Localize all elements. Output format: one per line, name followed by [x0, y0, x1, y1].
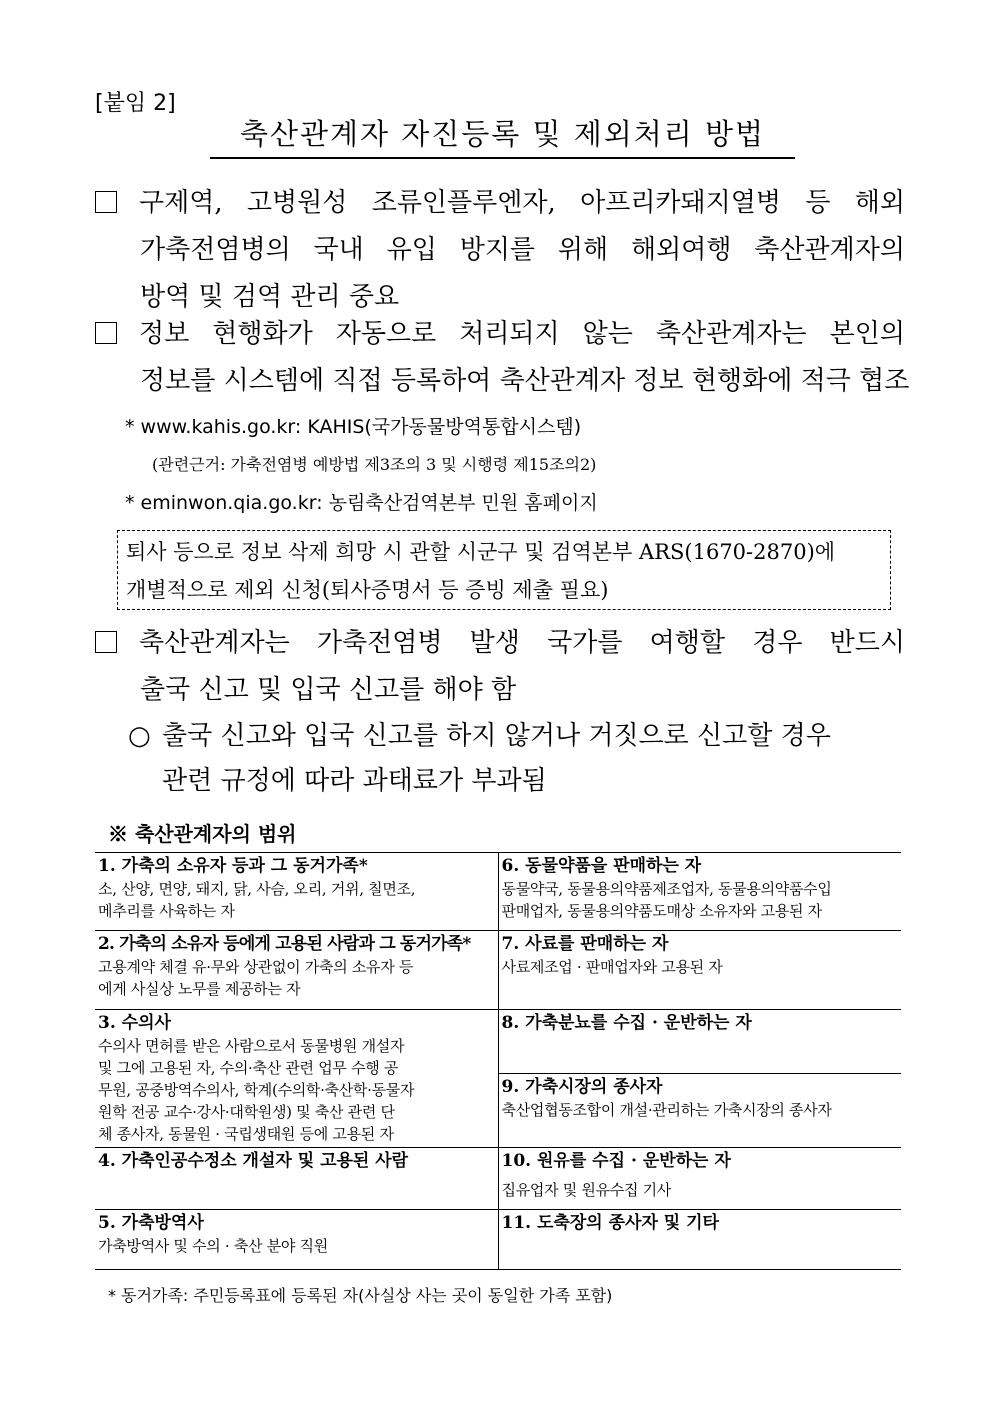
- page-title: 축산관계자 자진등록 및 제외처리 방법: [210, 112, 795, 159]
- footnote: * 동거가족: 주민등록표에 등록된 자(사실상 사는 곳이 동일한 가족 포함): [108, 1286, 613, 1305]
- section-3: [95, 620, 905, 714]
- scope-cell-7: [498, 931, 901, 1010]
- scope-cell-3-line: 원학 전공 교수·강사·대학원생) 및 축산 관련 단: [98, 1103, 395, 1121]
- section-2: [95, 311, 910, 405]
- scope-cell-2-line: 고용계약 체결 유·무와 상관없이 가축의 소유자 등: [98, 958, 414, 976]
- section-3-sub: [128, 714, 898, 804]
- scope-cell-1-line: 메추리를 사육하는 자: [98, 902, 235, 920]
- legal-basis-note: (관련근거: 가축전염병 예방법 제3조의 3 및 시행령 제15조의2): [152, 455, 597, 474]
- section-1-line-2: 가축전염병의 국내 유입 방지를 위해 해외여행 축산관계자의: [140, 235, 905, 265]
- section-3-line-2: 출국 신고 및 입국 신고를 해야 함: [140, 675, 517, 705]
- scope-cell-7-line: 사료제조업 · 판매업자와 고용된 자: [501, 958, 723, 976]
- scope-cell-11: [498, 1210, 901, 1270]
- removal-request-line-2: 개별적으로 제외 신청(퇴사증명서 등 증빙 제출 필요): [126, 578, 609, 602]
- scope-cell-4: [95, 1148, 498, 1210]
- scope-cell-8: [498, 1010, 901, 1074]
- scope-cell-7-title: 7. 사료를 판매하는 자: [501, 934, 669, 954]
- scope-cell-5-title: 5. 가축방역사: [98, 1213, 204, 1233]
- scope-heading: ※ 축산관계자의 범위: [108, 822, 297, 846]
- scope-cell-11-title: 11. 도축장의 종사자 및 기타: [501, 1213, 719, 1233]
- scope-cell-6-line: 판매업자, 동물용의약품도매상 소유자와 고용된 자: [501, 902, 822, 920]
- kahis-note: * www.kahis.go.kr: KAHIS(국가동물방역통합시스템): [125, 416, 582, 438]
- checkbox-square-icon: [95, 631, 117, 653]
- section-3-sub-line-2: 관련 규정에 따라 과태료가 부과됨: [162, 766, 547, 796]
- scope-cell-2-line: 에게 사실상 노무를 제공하는 자: [98, 980, 301, 998]
- scope-cell-5: [95, 1210, 498, 1270]
- section-3-sub-line-1: 출국 신고와 입국 신고를 하지 않거나 거짓으로 신고할 경우: [162, 721, 831, 751]
- section-1-line-3: 방역 및 검역 관리 중요: [140, 282, 400, 312]
- checkbox-square-icon: [95, 191, 117, 213]
- scope-cell-1-title: 1. 가축의 소유자 등과 그 동거가족*: [98, 856, 368, 876]
- scope-cell-3-line: 체 종사자, 동물원 · 국립생태원 등에 고용된 자: [98, 1125, 394, 1143]
- removal-request-line-1: 퇴사 등으로 정보 삭제 희망 시 관할 시군구 및 검역본부 ARS(1670-2870)에: [126, 540, 836, 564]
- scope-cell-8-title: 8. 가축분뇨를 수집 · 운반하는 자: [501, 1013, 752, 1033]
- eminwon-note: * eminwon.qia.go.kr: 농림축산검역본부 민원 홈페이지: [125, 492, 598, 514]
- section-2-line-1: 정보 현행화가 자동으로 처리되지 않는 축산관계자는 본인의: [139, 319, 905, 349]
- scope-table: [95, 852, 901, 1270]
- scope-cell-1: [95, 853, 498, 931]
- scope-cell-9: [498, 1074, 901, 1148]
- checkbox-square-icon: [95, 322, 117, 344]
- scope-cell-3-line: 및 그에 고용된 자, 수의·축산 관련 업무 수행 공: [98, 1059, 399, 1077]
- scope-cell-6-line: 동물약국, 동물용의약품제조업자, 동물용의약품수입: [501, 880, 832, 898]
- scope-cell-3-line: 무원, 공중방역수의사, 학계(수의학·축산학·동물자: [98, 1081, 415, 1099]
- scope-cell-6-title: 6. 동물약품을 판매하는 자: [501, 856, 702, 876]
- attachment-label: [붙임 2]: [95, 91, 176, 116]
- scope-cell-10-line: 집유업자 및 원유수집 기사: [501, 1181, 671, 1199]
- scope-cell-1-line: 소, 산양, 면양, 돼지, 닭, 사슴, 오리, 거위, 칠면조,: [98, 880, 416, 898]
- scope-cell-9-title: 9. 가축시장의 종사자: [501, 1077, 663, 1097]
- scope-cell-10-title: 10. 원유를 수집 · 운반하는 자: [501, 1151, 731, 1171]
- section-3-line-1: 축산관계자는 가축전염병 발생 국가를 여행할 경우 반드시: [139, 628, 905, 658]
- scope-cell-2: [95, 931, 498, 1010]
- bullet-circle-icon: ○: [128, 721, 151, 751]
- scope-cell-5-line: 가축방역사 및 수의 · 축산 분야 직원: [98, 1237, 328, 1255]
- scope-cell-9-line: 축산업협동조합이 개설·관리하는 가축시장의 종사자: [501, 1101, 832, 1119]
- scope-cell-3-title: 3. 수의사: [98, 1013, 171, 1033]
- scope-cell-6: [498, 853, 901, 931]
- scope-cell-10: [498, 1148, 901, 1210]
- scope-cell-2-title: 2. 가축의 소유자 등에게 고용된 사람과 그 동거가족*: [98, 934, 471, 954]
- scope-cell-4-title: 4. 가축인공수정소 개설자 및 고용된 사람: [98, 1151, 409, 1171]
- scope-cell-3-line: 수의사 면허를 받은 사람으로서 동물병원 개설자: [98, 1037, 405, 1055]
- section-2-line-2: 정보를 시스템에 직접 등록하여 축산관계자 정보 현행화에 적극 협조: [140, 366, 910, 396]
- section-1-line-1: 구제역, 고병원성 조류인플루엔자, 아프리카돼지열병 등 해외: [139, 188, 905, 218]
- removal-request-box: [117, 530, 891, 610]
- section-1: [95, 180, 905, 321]
- scope-cell-3: [95, 1010, 498, 1148]
